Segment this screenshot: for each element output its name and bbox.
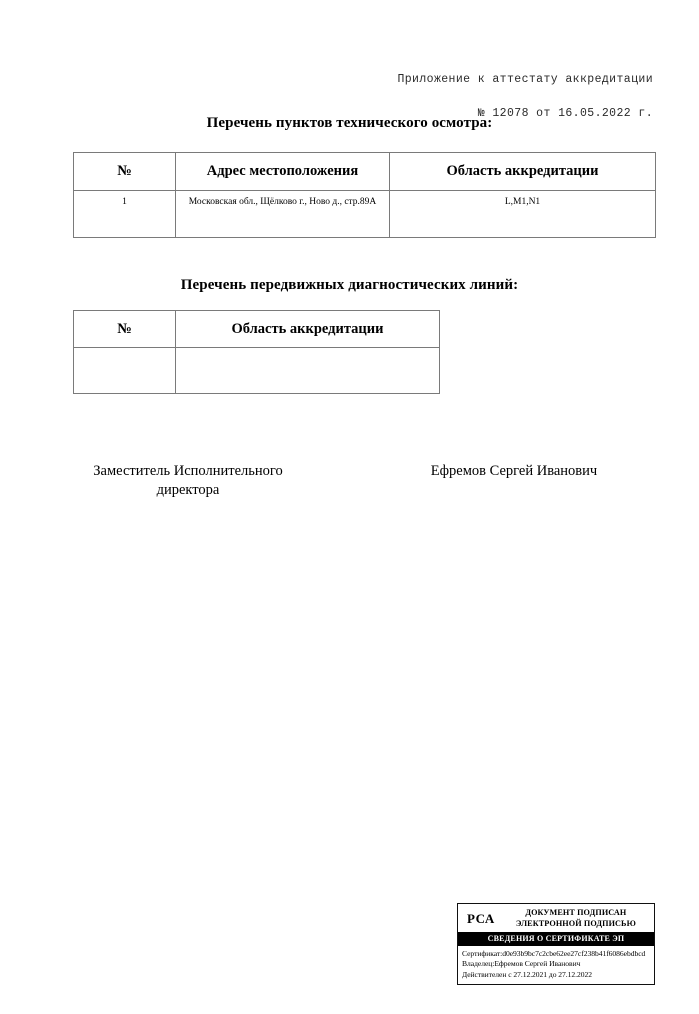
stamp-certificate-details <box>458 946 654 985</box>
electronic-signature-stamp <box>457 903 655 985</box>
cell-number: 1 <box>74 191 176 238</box>
mobile-diagnostic-lines-table <box>73 310 440 394</box>
cell-address: Московская обл., Щёлково г., Ново д., стр.89А <box>176 191 390 238</box>
table-row <box>74 348 440 394</box>
cell-accreditation-area <box>176 348 440 394</box>
rsa-logo: РСА <box>467 910 495 926</box>
document-header-line-2: № 12078 от 16.05.2022 г. <box>477 107 653 120</box>
column-header-number: № <box>74 153 176 191</box>
cell-number <box>74 348 176 394</box>
mobile-diagnostic-lines-title: Перечень передвижных диагностических линий: <box>180 277 519 293</box>
stamp-headline-line-1: ДОКУМЕНТ ПОДПИСАН <box>525 908 627 917</box>
column-header-accreditation-area: Область аккредитации <box>390 153 656 191</box>
column-header-number: № <box>74 311 176 348</box>
stamp-certificate-validity: Действителен с 27.12.2021 до 27.12.2022 <box>462 969 592 979</box>
stamp-certificate-owner: Владелец:Ефремов Сергей Иванович <box>462 959 581 968</box>
signatory-name: Ефремов Сергей Иванович <box>430 463 598 479</box>
table-row <box>74 191 656 238</box>
signatory-position: Заместитель Исполнительного директора <box>93 463 283 498</box>
column-header-address: Адрес местоположения <box>176 153 390 191</box>
stamp-headline <box>502 908 650 929</box>
inspection-points-title: Перечень пунктов технического осмотра: <box>206 115 493 131</box>
table-header-row <box>74 311 440 348</box>
column-header-accreditation-area: Область аккредитации <box>176 311 440 348</box>
document-header-line-1: Приложение к аттестату аккредитации <box>397 73 653 86</box>
stamp-certificate-id: Сертификат:d0e93b9bc7c2cbe62ee27cf238b41f6086ebdbcd <box>462 948 646 958</box>
table-header-row <box>74 153 656 191</box>
inspection-points-table <box>73 152 656 238</box>
stamp-certificate-bar-label: СВЕДЕНИЯ О СЕРТИФИКАТЕ ЭП <box>458 932 654 946</box>
cell-accreditation-area: L,M1,N1 <box>390 191 656 238</box>
stamp-headline-line-2: ЭЛЕКТРОННОЙ ПОДПИСЬЮ <box>515 918 636 928</box>
signature-block <box>73 462 654 500</box>
stamp-header <box>458 904 654 932</box>
